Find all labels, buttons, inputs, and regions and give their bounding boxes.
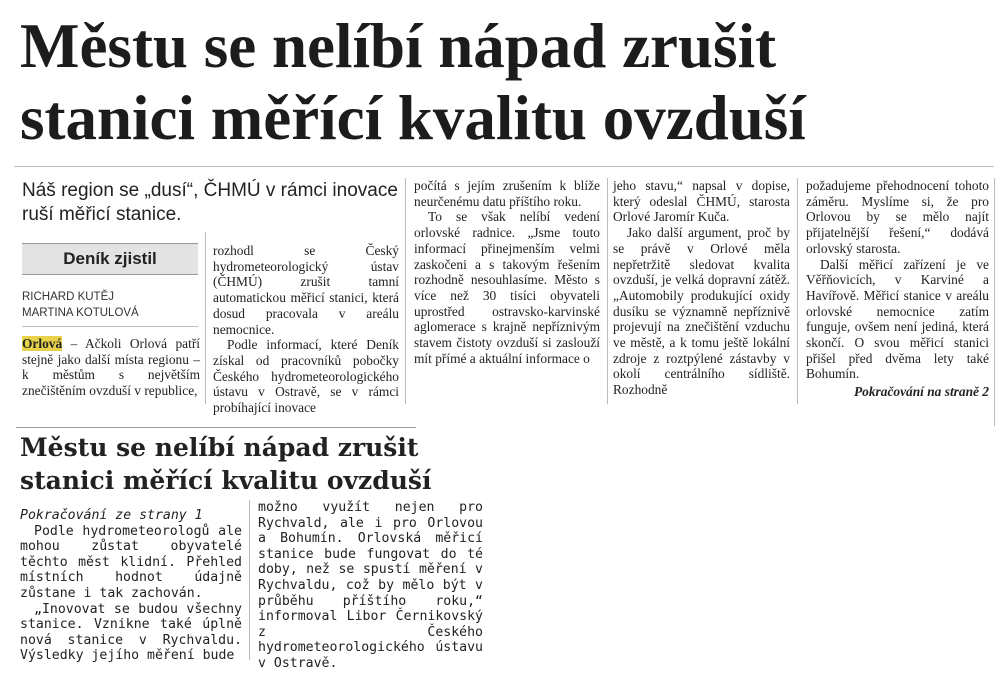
article2-column-2	[258, 500, 483, 672]
paragraph: Podle informací, které Deník získal od pracovníků pobočky Českého hydrometeorologického ústavu v Ostravě, se v rámci probíhající inovace	[213, 337, 399, 416]
article1-column-2	[213, 243, 399, 416]
article1-column-5	[806, 178, 989, 400]
paragraph: Podle hydrometeorologů ale mohou zůstat obyvatelé těchto měst klidní. Přehled místních hodnot údajně zůstane i tak zachován.	[20, 523, 242, 601]
byline-divider	[22, 326, 198, 327]
paragraph: Jako další argument, proč by se právě v Orlové měla nepřetržitě sledovat kvalita ovzduší, je velká dopravní zátěž. „Automobily produkující oxidy dusíku se významně nepříznivě projevují na znečištění vzduchu ve městě, a k tomu ještě lokální zdroje z roztpýlené zástavby v okolí centrálního sídliště. Rozhodně	[613, 225, 790, 398]
column-rule	[994, 178, 995, 426]
article2-column-1	[20, 508, 242, 664]
article1-column-3	[414, 178, 600, 366]
paragraph: možno využít nejen pro Rychvald, ale i pro Orlovou a Bohumín. Orlovská měřicí stanice bude fungovat do té doby, než se spustí měření v Rychvaldu, což by mělo být v průběhu příštího roku,“ informoval Libor Černikovský z Českého hydrometeorologického ústavu v Ostravě.	[258, 500, 483, 671]
article2-headline-line-1: Městu se nelíbí nápad zrušit	[20, 433, 419, 462]
byline	[22, 289, 202, 321]
article2-top-rule	[16, 427, 416, 428]
headline-line-1: Městu se nelíbí nápad zrušit	[20, 11, 777, 81]
column-rule	[249, 500, 250, 660]
author-name: MARTINA KOTULOVÁ	[22, 307, 139, 319]
section-label: Deník zjistil	[63, 249, 157, 268]
paragraph: jeho stavu,“ napsal v dopise, který odeslal ČHMÚ, starosta Orlové Jaromír Kuča.	[613, 178, 790, 225]
column-rule	[797, 178, 798, 404]
article1-column-1	[22, 336, 200, 399]
continued-note: Pokračování na straně 2	[853, 384, 989, 400]
column-rule	[205, 232, 206, 404]
headline-divider	[14, 166, 994, 167]
dateline-town: Orlová	[22, 336, 63, 351]
continued-from: Pokračování ze strany 1	[20, 508, 203, 523]
article1-column-4	[613, 178, 790, 398]
column-rule	[607, 178, 608, 404]
paragraph: požadujeme přehodnocení tohoto záměru. Myslíme si, že pro Orlovou by se mělo najít přijatelnější řešení,“ dodává orlovský starosta.	[806, 178, 989, 256]
column-rule	[405, 178, 406, 404]
column-text: – Ačkoli Orlová patří stejně jako další místa regionu – k městům s největším znečištěním ovzduší v republice,	[22, 336, 200, 399]
article2-headline-line-2: stanici měřící kvalitu ovzduší	[20, 466, 432, 495]
paragraph: „Inovovat se budou všechny stanice. Vznikne také úplně nová stanice v Rychvaldu. Výsledky jejího měření bude	[20, 601, 242, 664]
paragraph: To se však nelíbí vedení orlovské radnice. „Jsme touto informací přinejmenším velmi zaskočeni a s takovým řešením rozhodně nesouhlasíme. Město s více než 30 tisíci obyvateli uprostřed ostravsko-karvinské aglomerace s krajně nepříznivým stavem čistoty ovzduší si zaslouží mít přímé a aktuální informace o	[414, 209, 600, 366]
author-name: RICHARD KUTĚJ	[22, 291, 115, 303]
lead-paragraph: Náš region se „dusí“, ČHMÚ v rámci inovace ruší měřicí stanice.	[22, 180, 398, 225]
paragraph: počítá s jejím zrušením k blíže neurčenému datu příštího roku.	[414, 178, 600, 209]
section-label-box	[22, 243, 198, 275]
paragraph: rozhodl se Český hydrometeorologický ústav (ČHMÚ) zrušit tamní automatickou měřicí stanici, která dosud pracovala v areálu nemocnice.	[213, 243, 399, 337]
headline-line-2: stanici měřící kvalitu ovzduší	[20, 83, 806, 153]
paragraph: Další měřicí zařízení je ve Věřňovicích, v Karviné a Havířově. Měřicí stanice v areálu orlovské nemocnice zatím funguje, ovšem není jediná, která skončí. O svou měřicí stanici přišel před dvěma lety také Bohumín.	[806, 256, 989, 382]
